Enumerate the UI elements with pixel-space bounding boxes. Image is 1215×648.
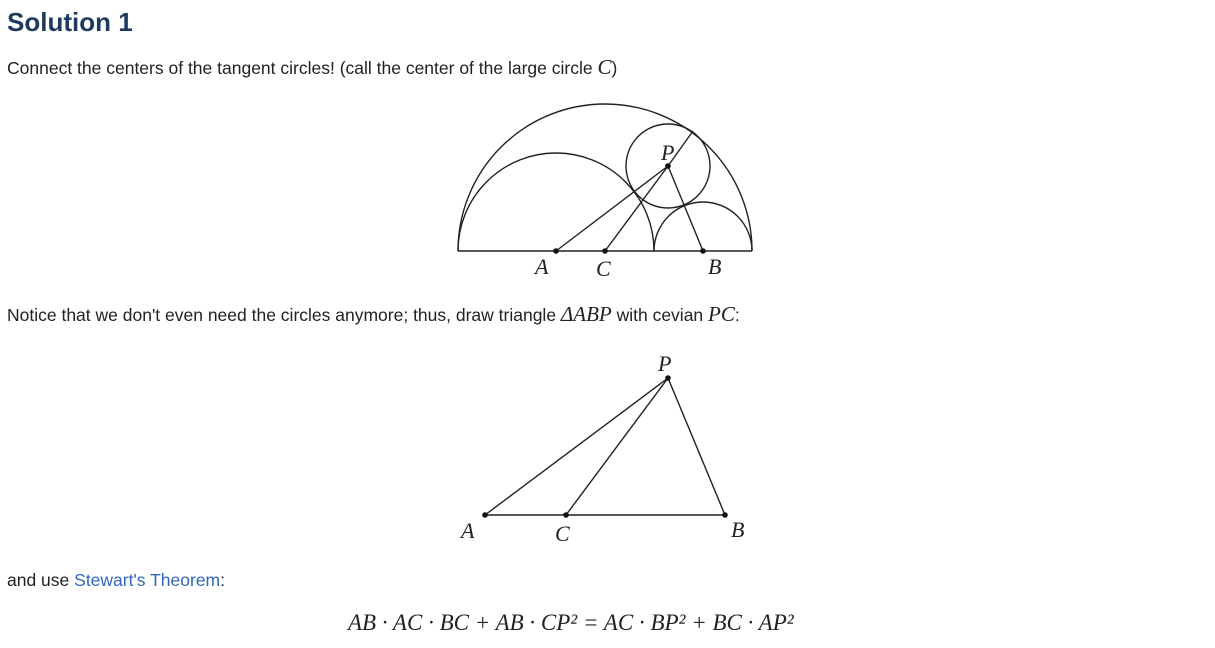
intro-paragraph (7, 55, 617, 80)
point-b (722, 512, 728, 518)
triangle-end: : (734, 305, 740, 325)
triangle-math: ΔABP (560, 302, 612, 326)
label-b: B (708, 254, 722, 279)
side-ap (485, 378, 668, 515)
intro-text: Connect the centers of the tangent circles! (call the center of the large circle (7, 58, 598, 78)
stewart-end: : (220, 570, 226, 590)
center-label-math: C (597, 55, 612, 79)
label-a: A (461, 518, 475, 543)
tangent-circles-figure (452, 100, 762, 285)
segment-bp (668, 166, 703, 251)
label-p: P (661, 140, 675, 165)
point-b (700, 248, 706, 254)
medium-semicircle (458, 153, 654, 251)
point-a (482, 512, 488, 518)
intro-end: ) (611, 58, 618, 78)
triangle-text-1: Notice that we don't even need the circles anymore; thus, draw triangle (7, 305, 561, 325)
point-c (602, 248, 608, 254)
label-b: B (731, 517, 745, 542)
label-p: P (658, 351, 672, 376)
triangle-text-2: with cevian (611, 305, 709, 325)
segment-ap (556, 166, 668, 251)
cevian-pc (566, 378, 668, 515)
small-semicircle (654, 202, 752, 251)
stewarts-theorem-link[interactable]: Stewart's Theorem (74, 570, 221, 590)
stewart-text: and use (7, 570, 75, 590)
triangle-paragraph (7, 302, 740, 327)
segment-cp (605, 166, 668, 251)
side-bp (668, 378, 725, 515)
label-c: C (596, 256, 611, 281)
label-a: A (535, 254, 549, 279)
label-c: C (555, 521, 570, 546)
cevian-math: PC (708, 302, 735, 326)
stewart-equation: AB · AC · BC + AB · CP² = AC · BP² + BC · AP² (348, 610, 794, 635)
point-a (553, 248, 559, 254)
stewart-paragraph (7, 568, 225, 592)
triangle-figure (455, 348, 755, 548)
point-p (665, 375, 671, 381)
solution-heading: Solution 1 (7, 7, 133, 37)
point-c (563, 512, 569, 518)
